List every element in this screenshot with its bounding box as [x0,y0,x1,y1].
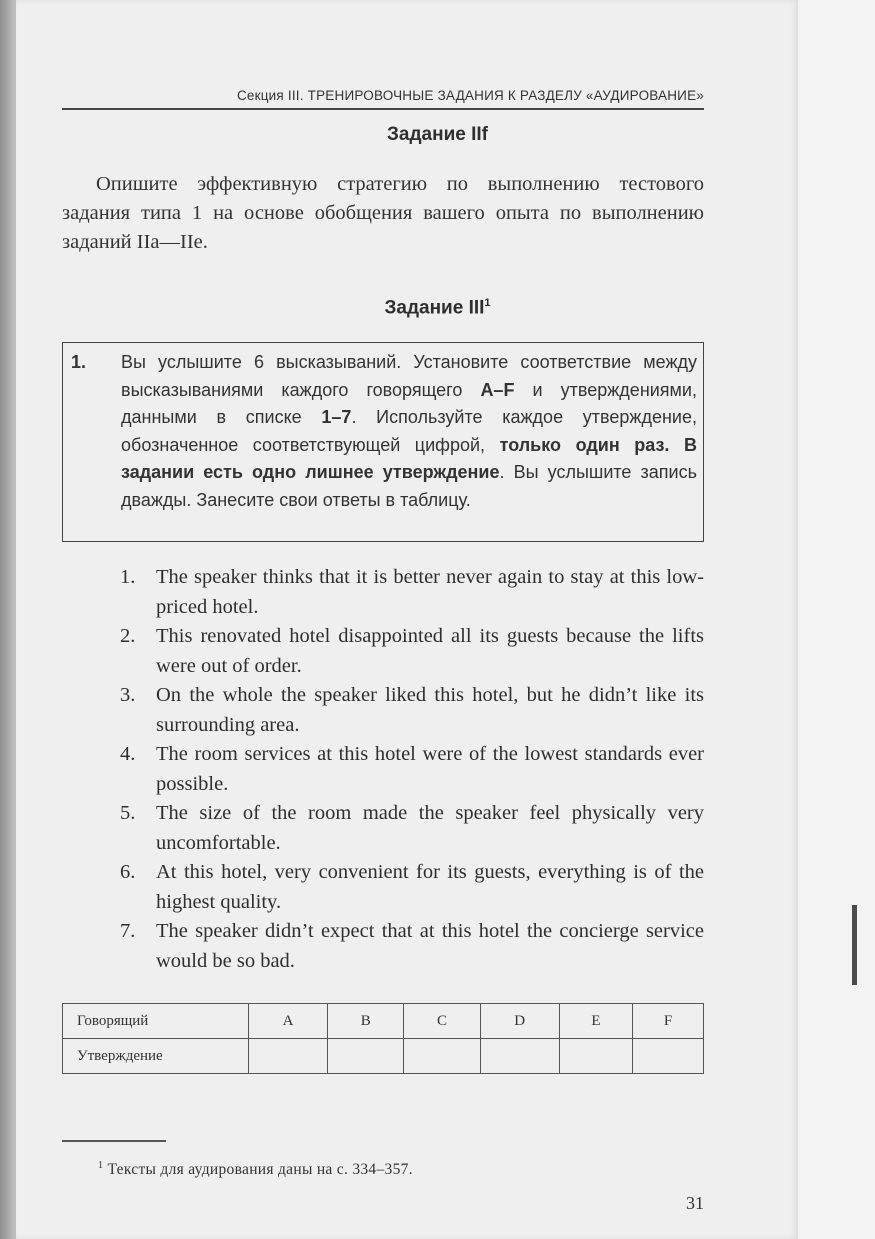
speaker-cell: B [328,1004,404,1039]
answer-cell[interactable] [633,1039,704,1074]
footnote-divider [62,1140,166,1142]
task-iif-title: Задание IIf [387,124,488,145]
page-number: 31 [686,1193,704,1213]
answer-cell[interactable] [404,1039,480,1074]
speaker-cell: D [480,1004,559,1039]
answer-cell[interactable] [480,1039,559,1074]
task-iii-title [0,297,875,319]
list-item: 1. The speaker thinks that it is better never again to stay at this low-priced hotel. [120,566,704,618]
list-item: 6. At this hotel, very convenient for its guests, everything is of the highest quality. [120,861,704,913]
speaker-cell: F [633,1004,704,1039]
list-item: 5. The size of the room made the speaker feel physically very uncomfortable. [120,802,704,854]
answer-table [62,1003,704,1074]
statement-list [120,563,704,976]
task-iif-text: Опишите эффективную стратегию по выполнению тестового задания типа 1 на основе обобщения вашего опыта по выполнению заданий IIa—IIe. [62,173,704,253]
table-row-answers [63,1039,704,1074]
section-header: Секция III. ТРЕНИРОВОЧНЫЕ ЗАДАНИЯ К РАЗДЕЛУ «АУДИРОВАНИЕ» [236,88,704,103]
list-item: 2. This renovated hotel disappointed all its guests because the lifts were out of order. [120,625,704,677]
footnote-marker: 1 [484,297,491,309]
emphasis-text: только один раз. В задании есть одно лишнее утверждение [121,434,697,482]
speaker-cell: C [404,1004,480,1039]
answer-cell[interactable] [559,1039,633,1074]
speakers-range: A–F [480,379,515,400]
list-item: 7. The speaker didn’t expect that at this hotel the concierge service would be so bad. [120,920,704,972]
answer-row-label: Утверждение [63,1039,249,1074]
header-divider [62,108,704,110]
speaker-row-label: Говорящий [63,1004,249,1039]
instruction-box [62,342,704,542]
speaker-cell: E [559,1004,633,1039]
footnote-text: Тексты для аудирования даны на с. 334–357. [103,1161,413,1179]
list-item: 3. On the whole the speaker liked this hotel, but he didn’t like its surrounding area. [120,684,704,736]
footnote-mark: 1 [98,1160,104,1171]
table-row-speakers [63,1004,704,1039]
scan-artifact [852,905,857,985]
answer-cell[interactable] [249,1039,328,1074]
speaker-cell: A [249,1004,328,1039]
footnote [98,1160,413,1179]
statements-range: 1–7 [321,407,352,427]
instruction-number: 1. [71,352,87,372]
answer-cell[interactable] [328,1039,404,1074]
scan-margin [798,0,875,1239]
list-item: 4. The room services at this hotel were of the lowest standards ever possible. [120,743,704,795]
instruction-text: Вы услышите 6 высказываний. Установите соответствие между высказываниями каждого говорящего A–F и утверждениями, данными в списке 1–7. Используйте каждое утверждение, обозначенное соответствующей цифрой, только один раз. В задании есть одно лишнее утверждение. Вы услышите запись дважды. Занесите свои ответы в таблицу. [121,352,697,510]
task-iii-title-text: Задание III [384,297,485,319]
